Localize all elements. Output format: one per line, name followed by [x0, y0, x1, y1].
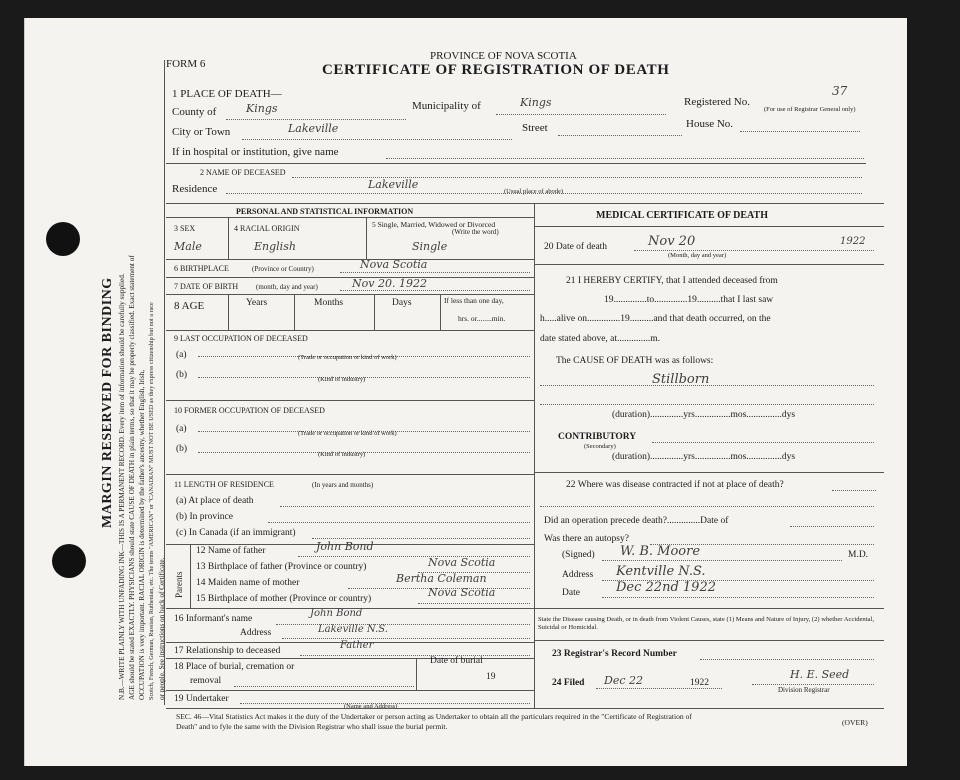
father-birth-value: Nova Scotia	[428, 556, 496, 569]
row-line	[166, 294, 534, 295]
row-line	[602, 560, 842, 561]
municipality-line	[496, 114, 666, 115]
section-divider-2	[166, 203, 884, 204]
contributory-label: CONTRIBUTORY	[558, 432, 637, 442]
row-line	[234, 686, 414, 687]
last-occ-b: (b)	[176, 370, 188, 380]
row-line	[540, 385, 874, 386]
col-line	[228, 217, 229, 259]
cause-label: The CAUSE OF DEATH was as follows:	[556, 356, 714, 366]
last-occ-a: (a)	[176, 350, 187, 360]
street-line	[558, 135, 682, 136]
medical-date-value: Dec 22nd 1922	[616, 580, 716, 595]
binding-hole-bottom	[52, 544, 86, 578]
md-label: M.D.	[848, 550, 869, 560]
street-label: Street	[522, 122, 548, 134]
row-line	[752, 684, 874, 685]
municipality-value: Kings	[520, 96, 552, 109]
row-line	[340, 290, 530, 291]
residence-length-note: (In years and months)	[312, 481, 374, 489]
instruction-line-5: or people. See instructions on back of Certificate.	[158, 557, 166, 700]
section-divider-1	[166, 163, 866, 164]
signed-label: (Signed)	[562, 550, 595, 560]
instruction-line-2: AGE should be stated EXACTLY. PHYSICIANS should state CAUSE OF DEATH in plain terms, so that it may be properly classified. Exact statement of	[128, 255, 136, 700]
last-occupation-label: 9 LAST OCCUPATION OF DECEASED	[174, 334, 308, 343]
name-address-note: (Name and Address)	[344, 703, 398, 710]
cause-value: Stillborn	[652, 372, 710, 387]
personal-heading: PERSONAL AND STATISTICAL INFORMATION	[236, 207, 414, 216]
row-line	[166, 259, 534, 260]
registered-note: (For use of Registrar General only)	[764, 106, 856, 113]
row-line	[166, 217, 534, 218]
record-number-label: 23 Registrar's Record Number	[552, 649, 677, 659]
registered-label: Registered No.	[684, 96, 750, 108]
secondary-note: (Secondary)	[584, 443, 616, 450]
age-label: 8 AGE	[174, 300, 205, 312]
row-line	[540, 506, 874, 507]
birthplace-note: (Province or Country)	[252, 265, 314, 273]
contracted-label: 22 Where was disease contracted if not at place of death?	[566, 480, 784, 490]
residence-label: Residence	[172, 183, 218, 195]
row-line	[166, 330, 534, 331]
years-label: Years	[246, 298, 268, 308]
hospital-label: If in hospital or institution, give name	[172, 146, 339, 158]
racial-label: 4 RACIAL ORIGIN	[234, 224, 300, 233]
removal-label: removal	[190, 676, 222, 686]
last-industry-note: (Kind of industry)	[318, 376, 366, 383]
city-value: Lakeville	[288, 122, 339, 135]
informant-value: John Bond	[310, 608, 363, 619]
date-death-value: Nov 20	[648, 234, 696, 249]
residence-c: (c) In Canada (if an immigrant)	[176, 528, 296, 538]
autopsy-label: Was there an autopsy?	[544, 534, 629, 544]
certificate-title: CERTIFICATE OF REGISTRATION OF DEATH	[322, 62, 670, 78]
abode-note: (Usual place of abode)	[504, 188, 564, 195]
former-occ-a: (a)	[176, 424, 187, 434]
mother-value: Bertha Coleman	[396, 572, 487, 585]
relationship-value: Father	[340, 640, 374, 651]
medical-date-label: Date	[562, 588, 580, 598]
sex-label: 3 SEX	[174, 224, 196, 233]
racial-value: English	[254, 240, 296, 253]
col-line	[374, 294, 375, 330]
marital-value: Single	[412, 240, 448, 253]
instruction-line-1: N.B.—WRITE PLAINLY WITH UNFADING INK—THIS IS A PERMANENT RECORD. Every item of information should be carefully supplied.	[118, 273, 126, 700]
row-line	[312, 538, 530, 539]
former-occ-b: (b)	[176, 444, 188, 454]
physician-address-label: Address	[562, 570, 594, 580]
marital-label: 5 Single, Married, Widowed or Divorced	[372, 220, 496, 229]
date-death-label: 20 Date of death	[544, 242, 608, 252]
residence-b: (b) In province	[176, 512, 233, 522]
row-line	[282, 638, 530, 639]
col-line	[190, 544, 191, 608]
undertaker-label: 19 Undertaker	[174, 694, 229, 704]
certify-line-2: 19..............to..............19..........that I last saw	[604, 295, 774, 305]
dob-value: Nov 20. 1922	[352, 277, 427, 290]
row-line	[534, 472, 884, 473]
relationship-label: 17 Relationship to deceased	[174, 646, 281, 656]
if-less-label: If less than one day,	[444, 296, 504, 305]
date-burial-label: Date of burial	[430, 656, 483, 666]
last-trade-note: (Trade or occupation or kind of work)	[298, 354, 397, 361]
row-line	[268, 522, 530, 523]
row-line	[300, 655, 530, 656]
informant-address-value: Lakeville N.S.	[318, 624, 388, 635]
former-industry-note: (Kind of industry)	[318, 451, 366, 458]
row-line	[166, 400, 534, 401]
duration-1: (duration)..............yrs...............mos...............dys	[612, 410, 796, 420]
row-line	[700, 659, 874, 660]
county-line	[226, 119, 406, 120]
place-heading: 1 PLACE OF DEATH—	[172, 88, 282, 100]
certify-line-3: h.....alive on..............19..........and that death occurred, on the	[540, 314, 771, 324]
col-line	[440, 294, 441, 330]
footer-divider	[166, 708, 884, 709]
row-line	[596, 688, 722, 689]
municipality-label: Municipality of	[412, 100, 481, 112]
marital-note: (Write the word)	[452, 228, 499, 236]
house-label: House No.	[686, 118, 734, 130]
form-left-border	[164, 60, 165, 705]
instruction-line-3: OCCUPATION is very important. RACIAL ORIGIN is determined by the father's ancestry, whether English, Irish,	[138, 369, 146, 700]
row-line	[602, 597, 874, 598]
instruction-line-4: Scotch, French, German, Russian, Ruthenian, etc. The terms "AMERICAN" or "CANADIAN" MUST NOT BE USED as they express citizenship but not a race	[148, 302, 155, 700]
date-death-note: (Month, day and year)	[668, 252, 727, 259]
state-disease-note: State the Disease causing Death, or in death from Violent Causes, state (1) Means and Nature of Injury, (2) whether Accidental, Suicidal or Homicidal.	[538, 616, 874, 631]
filed-label: 24 Filed	[552, 678, 585, 688]
mother-label: 14 Maiden name of mother	[196, 578, 300, 588]
county-value: Kings	[246, 102, 278, 115]
col-line	[366, 217, 367, 259]
months-label: Months	[314, 298, 344, 308]
burial-year: 19	[486, 672, 496, 682]
row-line	[534, 608, 884, 609]
name-label: 2 NAME OF DECEASED	[200, 168, 286, 177]
medical-heading: MEDICAL CERTIFICATE OF DEATH	[596, 210, 768, 221]
county-label: County of	[172, 106, 217, 118]
registrar-signature: H. E. Seed	[790, 668, 850, 681]
father-birth-label: 13 Birthplace of father (Province or country)	[196, 562, 367, 572]
row-line	[340, 272, 530, 273]
signed-value: W. B. Moore	[620, 544, 701, 559]
row-line	[166, 690, 534, 691]
registered-value: 37	[832, 84, 848, 98]
sec46-line-1: SEC. 46—Vital Statistics Act makes it the duty of the Undertaker or person acting as Undertaker to obtain all the particulars required in the "Certificate of Registration of	[176, 712, 692, 721]
row-line	[280, 506, 530, 507]
dob-label: 7 DATE OF BIRTH	[174, 282, 239, 291]
row-line	[790, 526, 874, 527]
certify-line-1: 21 I HEREBY CERTIFY, that I attended deceased from	[566, 276, 778, 286]
dob-note: (month, day and year)	[256, 283, 318, 291]
row-line	[634, 250, 874, 251]
center-column-divider	[534, 203, 535, 708]
informant-address-label: Address	[240, 628, 272, 638]
sex-value: Male	[174, 240, 202, 253]
binding-margin-text: MARGIN RESERVED FOR BINDING	[100, 277, 115, 528]
row-line	[166, 277, 534, 278]
row-line	[418, 603, 530, 604]
row-line	[832, 490, 876, 491]
form-number: FORM 6	[166, 58, 206, 70]
birthplace-value: Nova Scotia	[360, 258, 428, 271]
city-line	[242, 139, 512, 140]
days-label: Days	[392, 298, 412, 308]
operation-label: Did an operation precede death?..............Date of	[544, 516, 729, 526]
row-line	[276, 624, 530, 625]
house-line	[740, 131, 860, 132]
parents-side-label: Parents	[174, 571, 184, 598]
row-line	[534, 264, 884, 265]
father-label: 12 Name of father	[196, 546, 266, 556]
row-line	[540, 404, 874, 405]
former-trade-note: (Trade or occupation or kind of work)	[298, 430, 397, 437]
sec46-line-2: Death" and to fyle the same with the Division Registrar who shall issue the burial permit.	[176, 722, 448, 731]
filed-year: 1922	[690, 678, 709, 688]
binding-hole-top	[46, 222, 80, 256]
col-line	[294, 294, 295, 330]
residence-value: Lakeville	[368, 178, 419, 191]
row-line	[534, 226, 884, 227]
hrs-min-label: hrs. or........min.	[458, 314, 506, 323]
death-year-value: 1922	[840, 236, 866, 247]
row-line	[652, 442, 874, 443]
row-line	[534, 640, 884, 641]
province-heading: PROVINCE OF NOVA SCOTIA	[430, 50, 577, 62]
city-label: City or Town	[172, 126, 231, 138]
row-line	[166, 474, 534, 475]
birthplace-label: 6 BIRTHPLACE	[174, 264, 229, 273]
former-occupation-label: 10 FORMER OCCUPATION OF DECEASED	[174, 406, 325, 415]
division-registrar-label: Division Registrar	[778, 686, 830, 694]
physician-address-value: Kentville N.S.	[616, 564, 706, 579]
duration-2: (duration)..............yrs...............mos...............dys	[612, 452, 796, 462]
certify-line-4: date stated above, at..............m.	[540, 334, 661, 344]
residence-length-heading: 11 LENGTH OF RESIDENCE	[174, 480, 274, 489]
col-line	[416, 658, 417, 690]
informant-label: 16 Informant's name	[174, 614, 253, 624]
mother-birth-label: 15 Birthplace of mother (Province or country)	[196, 594, 372, 604]
burial-label: 18 Place of burial, cremation or	[174, 662, 295, 672]
hospital-line	[386, 158, 864, 159]
over-label: (OVER)	[842, 718, 868, 727]
filed-value: Dec 22	[604, 674, 643, 687]
residence-a: (a) At place of death	[176, 496, 254, 506]
mother-birth-value: Nova Scotia	[428, 586, 496, 599]
father-value: John Bond	[316, 540, 374, 553]
col-line	[228, 294, 229, 330]
